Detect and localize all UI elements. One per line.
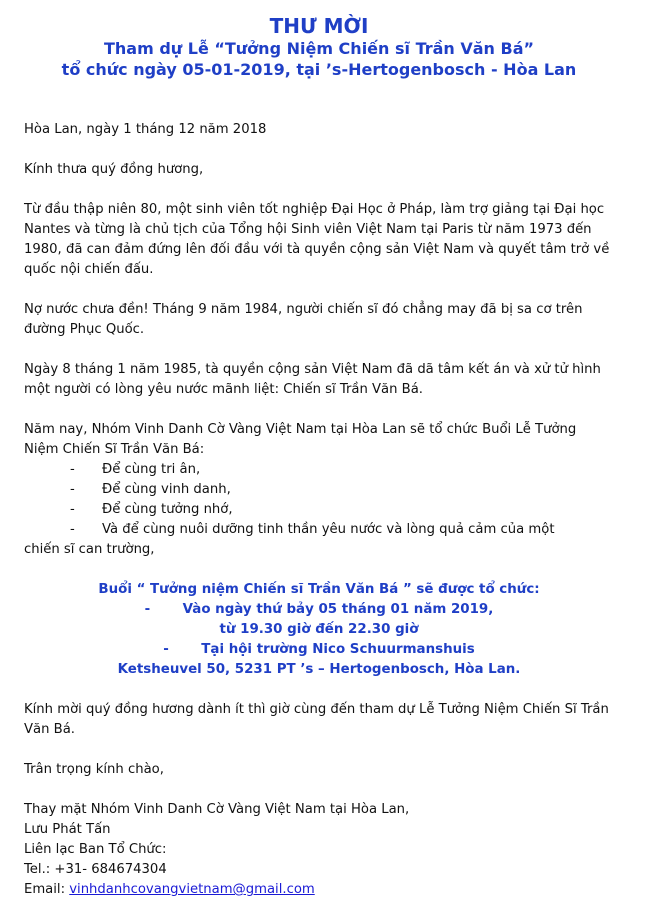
event-announcement: Buổi “ Tưởng niệm Chiến sĩ Trần Văn Bá ” sẽ được tổ chức: (98, 582, 540, 597)
regards: Trân trọng kính chào, (24, 762, 164, 777)
spacer (24, 740, 614, 760)
spacer (24, 340, 614, 360)
spacer (24, 140, 614, 160)
spacer (24, 280, 614, 300)
spacer (24, 780, 614, 800)
signer-name: Lưu Phát Tấn (24, 822, 111, 837)
event-time: từ 19.30 giờ đến 22.30 giờ (219, 622, 419, 637)
list-dash: - (70, 522, 75, 537)
greeting: Kính thưa quý đồng hương, (24, 162, 204, 177)
date-line: Hòa Lan, ngày 1 tháng 12 năm 2018 (24, 122, 267, 137)
list-item (24, 460, 614, 480)
paragraph-3: Ngày 8 tháng 1 năm 1985, tà quyền cộng sản Việt Nam đã dã tâm kết án và xử tử hình một người có lòng yêu nước mãnh liệt: Chiến sĩ Trần Văn Bá. (24, 362, 601, 397)
list-item-text: Để cùng tri ân, (102, 462, 201, 477)
list-dash: - (70, 482, 75, 497)
spacer (24, 560, 614, 580)
list-item-text: Và để cùng nuôi dưỡng tinh thần yêu nước và lòng quả cảm của một (102, 522, 555, 537)
contact-label: Liên lạc Ban Tổ Chức: (24, 842, 167, 857)
list-item (24, 520, 614, 540)
document-title: THƯ MỜI (269, 14, 369, 38)
spacer (24, 80, 614, 120)
email-line (24, 880, 614, 900)
list-item (24, 500, 614, 520)
event-dash: - (144, 602, 151, 617)
event-venue-text: Tại hội trường Nico Schuurmanshuis (201, 642, 475, 657)
paragraph-1: Từ đầu thập niên 80, một sinh viên tốt nghiệp Đại Học ở Pháp, làm trợ giảng tại Đại học Nantes và từng là chủ tịch của Tổng hội Sinh viên Việt Nam tại Paris từ năm 1973 đến 1980, đã can đảm đứng lên đối đầu với tà quyền cộng sản Việt Nam và quyết tâm trở về quốc nội chiến đấu. (24, 202, 610, 277)
invitation-text: Kính mời quý đồng hương dành ít thì giờ cùng đến tham dự Lễ Tưởng Niệm Chiến Sĩ Trần Văn Bá. (24, 702, 609, 737)
document-subtitle-line2: tổ chức ngày 05-01-2019, tại ’s-Hertogenbosch - Hòa Lan (61, 60, 577, 79)
list-item-text: Để cùng vinh danh, (102, 482, 231, 497)
spacer (24, 400, 614, 420)
list-item (24, 480, 614, 500)
document-subtitle-line1: Tham dự Lễ “Tưởng Niệm Chiến sĩ Trần Văn Bá” (103, 39, 535, 58)
on-behalf-line: Thay mặt Nhóm Vinh Danh Cờ Vàng Việt Nam tại Hòa Lan, (24, 802, 410, 817)
letter-header (24, 14, 614, 80)
event-dash: - (163, 642, 169, 657)
event-date (24, 600, 614, 620)
event-details (24, 580, 614, 680)
email-label: Email: (24, 882, 70, 897)
paragraph-4: Năm nay, Nhóm Vinh Danh Cờ Vàng Việt Nam tại Hòa Lan sẽ tổ chức Buổi Lễ Tưởng Niệm Chiến Sĩ Trần Văn Bá: (24, 422, 577, 457)
event-date-text: Vào ngày thứ bảy 05 tháng 01 năm 2019, (182, 602, 494, 617)
event-address: Ketsheuvel 50, 5231 PT ’s – Hertogenbosch, Hòa Lan. (117, 662, 521, 677)
event-venue (24, 640, 614, 660)
list-item-text: Để cùng tưởng nhớ, (102, 502, 233, 517)
list-dash: - (70, 502, 75, 517)
email-link[interactable]: vinhdanhcovangvietnam@gmail.com (69, 882, 315, 897)
telephone: Tel.: +31- 684674304 (24, 862, 167, 877)
paragraph-2: Nợ nước chưa đền! Tháng 9 năm 1984, người chiến sĩ đó chẳng may đã bị sa cơ trên đường Phục Quốc. (24, 302, 583, 337)
spacer (24, 180, 614, 200)
list-continuation: chiến sĩ can trường, (24, 542, 155, 557)
purpose-list (24, 460, 614, 540)
list-dash: - (70, 462, 75, 477)
spacer (24, 680, 614, 700)
